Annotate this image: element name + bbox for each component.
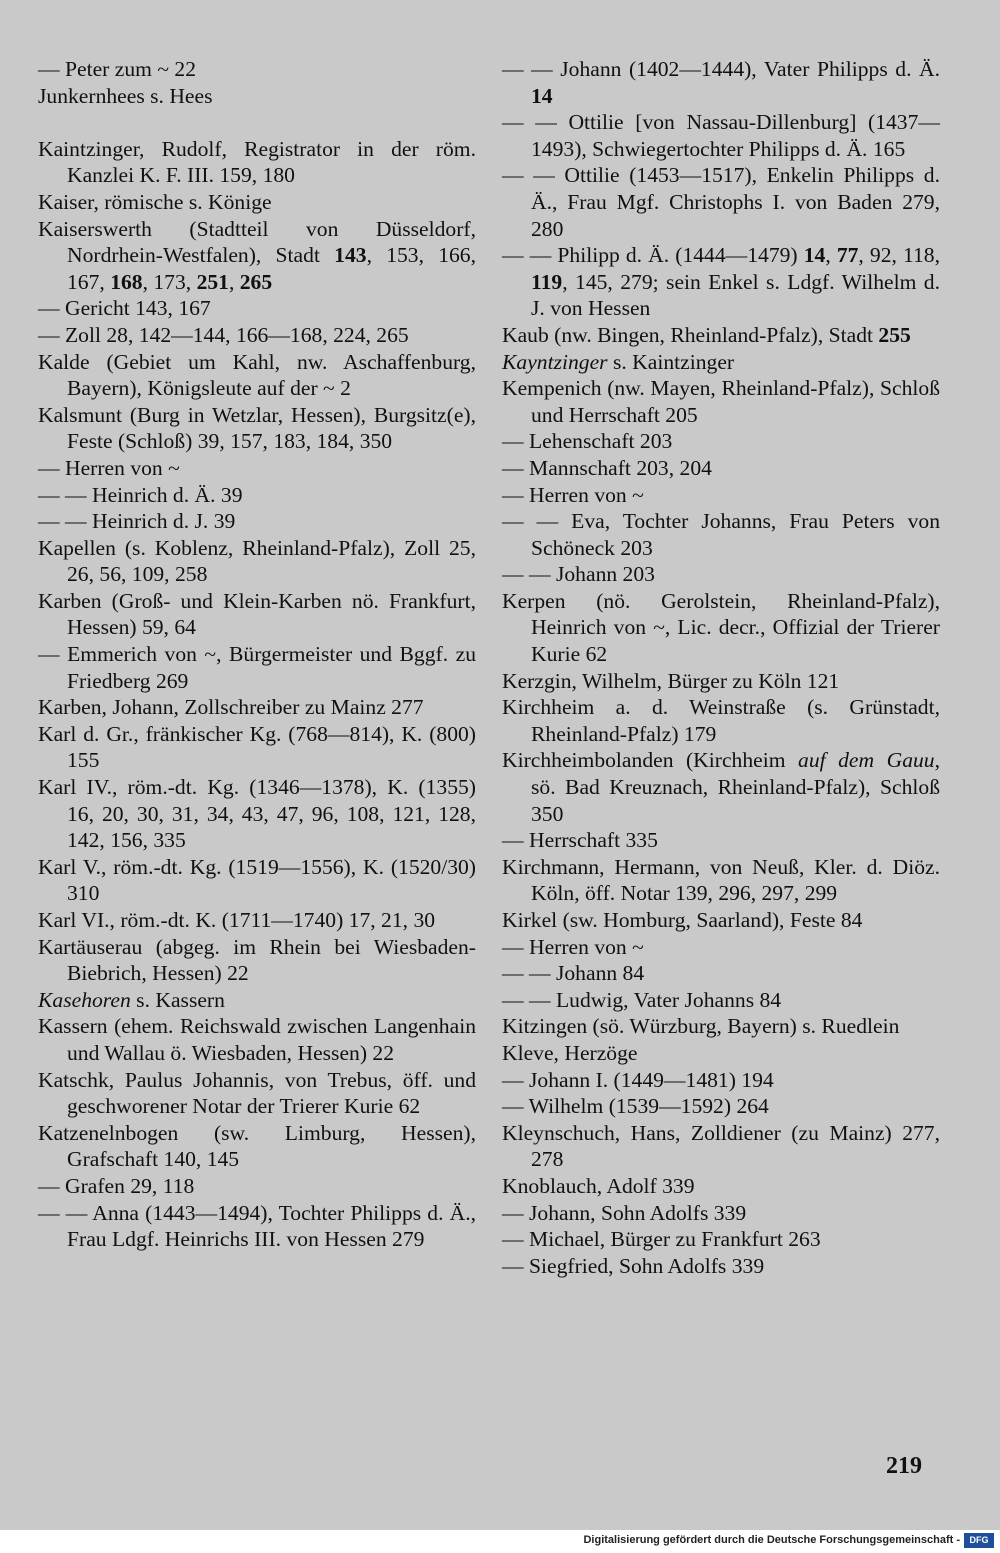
index-entry xyxy=(502,827,940,854)
entry-text: , 92, 118, xyxy=(858,243,940,268)
entry-text: 77 xyxy=(836,243,859,268)
index-entry xyxy=(502,1226,940,1253)
index-entry xyxy=(38,216,476,296)
entry-text: , 173, xyxy=(142,269,197,294)
entry-text: Kerpen (nö. Gerolstein, Rheinland-Pfalz), Heinrich von ~, Lic. decr., Offizial der Trierer Kurie 62 xyxy=(502,588,940,667)
index-entry xyxy=(502,109,940,162)
entry-text: s. Kaintzinger xyxy=(607,349,735,374)
entry-text: — Mannschaft 203, 204 xyxy=(502,455,712,480)
entry-text: — Herren von ~ xyxy=(38,455,180,480)
entry-text: — Peter zum ~ 22 xyxy=(38,57,197,81)
index-entry xyxy=(38,83,476,110)
entry-text: 255 xyxy=(878,322,911,347)
index-entry xyxy=(502,322,940,349)
entry-text: Karben, Johann, Zollschreiber zu Mainz 277 xyxy=(38,695,424,720)
entry-text: — Wilhelm (1539—1592) 264 xyxy=(502,1094,769,1119)
entry-text: Kerzgin, Wilhelm, Bürger zu Köln 121 xyxy=(502,668,840,693)
entry-text: — Siegfried, Sohn Adolfs 339 xyxy=(502,1253,765,1278)
index-entry xyxy=(38,482,476,509)
entry-text: — Gericht 143, 167 xyxy=(38,296,211,321)
digitization-footer xyxy=(0,1530,1000,1553)
index-entry xyxy=(502,561,940,588)
entry-text: 251 xyxy=(196,269,229,294)
entry-text: Kassern (ehem. Reichswald zwischen Langenhain und Wallau ö. Wiesbaden, Hessen) 22 xyxy=(38,1014,476,1065)
entry-text: — — Philipp d. Ä. (1444—1479) xyxy=(502,243,804,268)
index-entry xyxy=(502,508,940,561)
entry-text: — — Johann (1402—1444), Vater Philipps d. Ä. xyxy=(502,57,940,81)
index-entry xyxy=(38,1067,476,1120)
index-entry xyxy=(38,402,476,455)
index-entry xyxy=(38,455,476,482)
entry-text: 143 xyxy=(334,243,367,268)
index-entry xyxy=(38,987,476,1014)
entry-text: — Lehenschaft 203 xyxy=(502,429,673,454)
entry-text: — — Eva, Tochter Johanns, Frau Peters von Schöneck 203 xyxy=(502,509,940,560)
index-entry xyxy=(502,588,940,668)
entry-text: Karben (Groß- und Klein-Karben nö. Frankfurt, Hessen) 59, 64 xyxy=(38,588,476,640)
entry-text: auf dem Gauu xyxy=(798,748,935,773)
index-column-left xyxy=(38,56,476,1253)
index-entry xyxy=(502,56,940,109)
index-entry xyxy=(502,747,940,827)
index-entry xyxy=(502,934,940,961)
index-entry xyxy=(502,668,940,695)
entry-text: — Herren von ~ xyxy=(502,934,644,959)
index-entry xyxy=(502,1093,940,1120)
index-entry xyxy=(502,1120,940,1173)
entry-text: Karl VI., röm.-dt. K. (1711—1740) 17, 21, 30 xyxy=(38,908,436,932)
entry-text: Kitzingen (sö. Würzburg, Bayern) s. Ruedlein xyxy=(502,1014,900,1039)
index-entry xyxy=(502,1200,940,1227)
entry-text: Kirkel (sw. Homburg, Saarland), Feste 84 xyxy=(502,908,863,932)
index-entry xyxy=(502,455,940,482)
entry-text: — Zoll 28, 142—144, 166—168, 224, 265 xyxy=(38,322,409,347)
entry-text: — Herrschaft 335 xyxy=(502,828,658,853)
entry-text: , xyxy=(825,243,837,268)
entry-text: Karl d. Gr., fränkischer Kg. (768—814), K. (800) 155 xyxy=(38,721,476,773)
entry-text: — — Anna (1443—1494), Tochter Philipps d. Ä., Frau Ldgf. Heinrichs III. von Hessen 279 xyxy=(38,1200,476,1252)
entry-text: Kayntzinger xyxy=(502,349,608,374)
entry-text: Junkernhees s. Hees xyxy=(38,83,213,108)
entry-text: — — Ottilie (1453—1517), Enkelin Philipps d. Ä., Frau Mgf. Christophs I. von Baden 279, 280 xyxy=(502,163,940,241)
index-entry xyxy=(502,694,940,747)
entry-text: Kaiserswerth (Stadtteil von Düsseldorf, Nordrhein-Westfalen), Stadt xyxy=(38,216,476,268)
entry-text: Kapellen (s. Koblenz, Rheinland-Pfalz), Zoll 25, 26, 56, 109, 258 xyxy=(38,535,476,587)
index-entry xyxy=(38,774,476,854)
index-entry xyxy=(502,349,940,376)
entry-text: — Johann, Sohn Adolfs 339 xyxy=(502,1200,747,1225)
entry-text: Kirchmann, Hermann, von Neuß, Kler. d. Diöz. Köln, öff. Notar 139, 296, 297, 299 xyxy=(502,854,940,906)
index-entry xyxy=(502,907,940,934)
entry-text: , 153, 166, 167, xyxy=(67,243,476,294)
entry-text: 265 xyxy=(239,269,273,294)
entry-text: Kaintzinger, Rudolf, Registrator in der röm. Kanzlei K. F. III. 159, 180 xyxy=(38,136,476,188)
index-entry xyxy=(38,854,476,907)
index-entry xyxy=(502,428,940,455)
entry-text: Katschk, Paulus Johannis, von Trebus, öff. und geschworener Notar der Trierer Kurie 62 xyxy=(38,1067,476,1119)
entry-text: — Herren von ~ xyxy=(502,482,644,507)
entry-text: — Michael, Bürger zu Frankfurt 263 xyxy=(502,1227,821,1252)
index-entry xyxy=(502,1253,940,1280)
index-entry xyxy=(38,535,476,588)
entry-text: — — Heinrich d. Ä. 39 xyxy=(38,482,243,507)
entry-text: — — Ludwig, Vater Johanns 84 xyxy=(502,987,782,1012)
entry-text: Kaub (nw. Bingen, Rheinland-Pfalz), Stadt xyxy=(502,322,879,347)
index-entry xyxy=(38,349,476,402)
page-number: 219 xyxy=(886,1453,922,1479)
entry-text: Kirchheimbolanden (Kirchheim xyxy=(502,748,799,773)
index-entry xyxy=(38,934,476,987)
index-column-right xyxy=(502,56,940,1279)
index-entry xyxy=(502,960,940,987)
entry-text: — Grafen 29, 118 xyxy=(38,1173,195,1198)
entry-text: , 145, 279; sein Enkel s. Ldgf. Wilhelm d. J. von Hessen xyxy=(531,269,940,321)
entry-text: Karl V., röm.-dt. Kg. (1519—1556), K. (1520/30) 310 xyxy=(38,854,476,906)
entry-text: — — Heinrich d. J. 39 xyxy=(38,509,236,534)
index-entry xyxy=(502,1040,940,1067)
index-entry xyxy=(38,907,476,934)
index-entry xyxy=(38,694,476,721)
entry-text: s. Kassern xyxy=(130,987,225,1012)
index-entry xyxy=(502,1067,940,1094)
index-entry xyxy=(38,1200,476,1253)
index-entry xyxy=(502,482,940,509)
entry-text: Knoblauch, Adolf 339 xyxy=(502,1173,695,1198)
entry-text: Kleve, Herzöge xyxy=(502,1040,638,1065)
entry-text: 119 xyxy=(531,269,563,294)
entry-text: Kirchheim a. d. Weinstraße (s. Grünstadt, Rheinland-Pfalz) 179 xyxy=(502,695,940,746)
entry-text: — — Johann 203 xyxy=(502,562,655,587)
index-entry xyxy=(38,588,476,641)
entry-text: Kalsmunt (Burg in Wetzlar, Hessen), Burgsitz(e), Feste (Schloß) 39, 157, 183, 184, 350 xyxy=(38,402,476,454)
entry-text: Karl IV., röm.-dt. Kg. (1346—1378), K. (1355) 16, 20, 30, 31, 34, 43, 47, 96, 108, 121, 128, 142, 156, 335 xyxy=(38,775,476,853)
entry-text: Kleynschuch, Hans, Zolldiener (zu Mainz) 277, 278 xyxy=(502,1120,940,1172)
index-entry xyxy=(38,1173,476,1200)
entry-text: Kempenich (nw. Mayen, Rheinland-Pfalz), Schloß und Herrschaft 205 xyxy=(502,376,940,427)
index-entry xyxy=(38,508,476,535)
index-entry xyxy=(502,242,940,322)
entry-text: Kaiser, römische s. Könige xyxy=(38,189,272,214)
dfg-logo-icon: DFG xyxy=(964,1533,994,1548)
index-entry xyxy=(502,1013,940,1040)
entry-text: Kartäuserau (abgeg. im Rhein bei Wiesbaden-Biebrich, Hessen) 22 xyxy=(38,934,476,986)
entry-text: Katzenelnbogen (sw. Limburg, Hessen), Grafschaft 140, 145 xyxy=(38,1120,476,1172)
entry-text: — — Johann 84 xyxy=(502,961,645,986)
index-entry xyxy=(502,1173,940,1200)
entry-text: 168 xyxy=(110,269,143,294)
entry-text: — — Ottilie [von Nassau-Dillenburg] (1437—1493), Schwiegertochter Philipps d. Ä. 165 xyxy=(502,110,940,161)
index-entry xyxy=(502,375,940,428)
index-entry xyxy=(38,641,476,694)
index-entry xyxy=(502,987,940,1014)
entry-text: — Johann I. (1449—1481) 194 xyxy=(502,1067,774,1092)
entry-text: Kasehoren xyxy=(38,987,131,1012)
footer-credit-text: Digitalisierung gefördert durch die Deutsche Forschungsgemeinschaft - xyxy=(583,1534,960,1546)
entry-text: Kalde (Gebiet um Kahl, nw. Aschaffenburg, Bayern), Königsleute auf der ~ 2 xyxy=(38,349,476,401)
index-entry xyxy=(38,189,476,216)
entry-text: , sö. Bad Kreuznach, Rheinland-Pfalz), Schloß 350 xyxy=(531,748,940,826)
index-entry xyxy=(38,295,476,322)
index-entry xyxy=(38,1013,476,1066)
entry-text: 14 xyxy=(531,83,553,108)
entry-text: , xyxy=(228,269,240,294)
index-entry xyxy=(502,854,940,907)
index-entry xyxy=(502,162,940,242)
entry-text: — Emmerich von ~, Bürgermeister und Bggf. zu Friedberg 269 xyxy=(38,642,476,693)
index-entry xyxy=(38,1120,476,1173)
entry-text: 14 xyxy=(803,243,826,268)
index-entry xyxy=(38,721,476,774)
index-entry xyxy=(38,322,476,349)
index-entry xyxy=(38,56,476,83)
index-entry xyxy=(38,136,476,189)
